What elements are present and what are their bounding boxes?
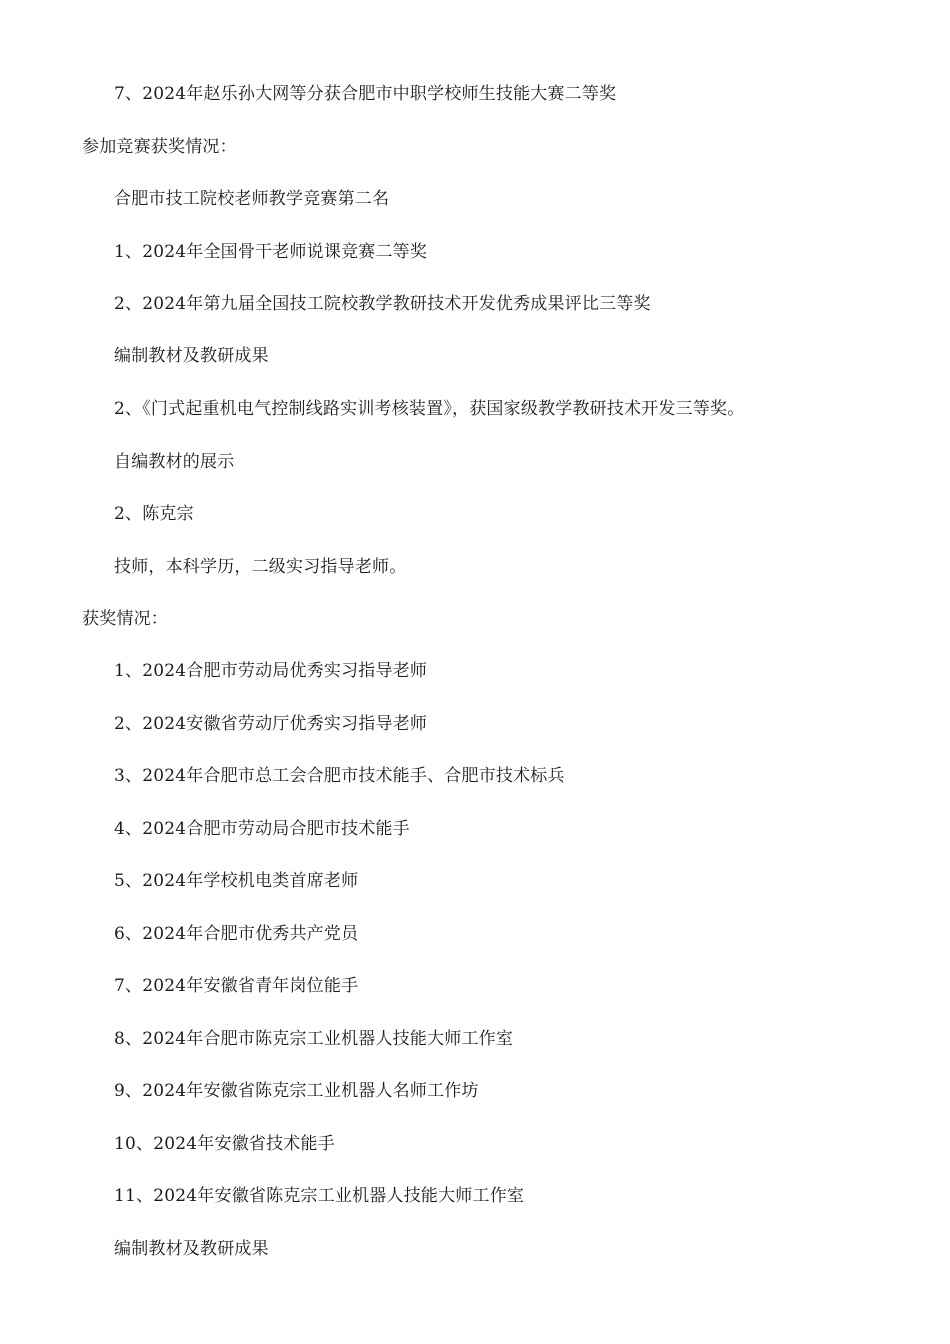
person-heading: 2、陈克宗 xyxy=(114,504,194,524)
award-item-4: 4、2024合肥市劳动局合肥市技术能手 xyxy=(114,819,410,839)
textbook-item-2: 2、《门式起重机电气控制线路实训考核装置》，获国家级教学教研技术开发三等奖。 xyxy=(114,399,745,419)
textbook-display-label: 自编教材的展示 xyxy=(114,452,235,472)
textbook-heading-1: 编制教材及教研成果 xyxy=(114,346,269,366)
award-item-8: 8、2024年合肥市陈克宗工业机器人技能大师工作室 xyxy=(114,1029,514,1049)
competition-item-1: 1、2024年全国骨干老师说课竞赛二等奖 xyxy=(114,242,428,262)
award-item-5: 5、2024年学校机电类首席老师 xyxy=(114,871,359,891)
person-description: 技师，本科学历，二级实习指导老师。 xyxy=(114,557,407,577)
award-item-6: 6、2024年合肥市优秀共产党员 xyxy=(114,924,359,944)
award-item-7: 7、2024年安徽省青年岗位能手 xyxy=(114,976,359,996)
award-item-2: 2、2024安徽省劳动厅优秀实习指导老师 xyxy=(114,714,428,734)
award-item-11: 11、2024年安徽省陈克宗工业机器人技能大师工作室 xyxy=(114,1186,525,1206)
award-item-7-students: 7、2024年赵乐孙大网等分获合肥市中职学校师生技能大赛二等奖 xyxy=(114,84,617,104)
competition-item-2: 2、2024年第九届全国技工院校教学教研技术开发优秀成果评比三等奖 xyxy=(114,294,651,314)
competition-subheading: 合肥市技工院校老师教学竞赛第二名 xyxy=(114,189,390,209)
section-heading-competition: 参加竞赛获奖情况： xyxy=(82,137,237,157)
award-item-1: 1、2024合肥市劳动局优秀实习指导老师 xyxy=(114,661,428,681)
award-item-3: 3、2024年合肥市总工会合肥市技术能手、合肥市技术标兵 xyxy=(114,766,565,786)
award-item-10: 10、2024年安徽省技术能手 xyxy=(114,1134,335,1154)
section-heading-awards: 获奖情况： xyxy=(82,609,168,629)
award-item-9: 9、2024年安徽省陈克宗工业机器人名师工作坊 xyxy=(114,1081,479,1101)
textbook-heading-2: 编制教材及教研成果 xyxy=(114,1239,269,1259)
